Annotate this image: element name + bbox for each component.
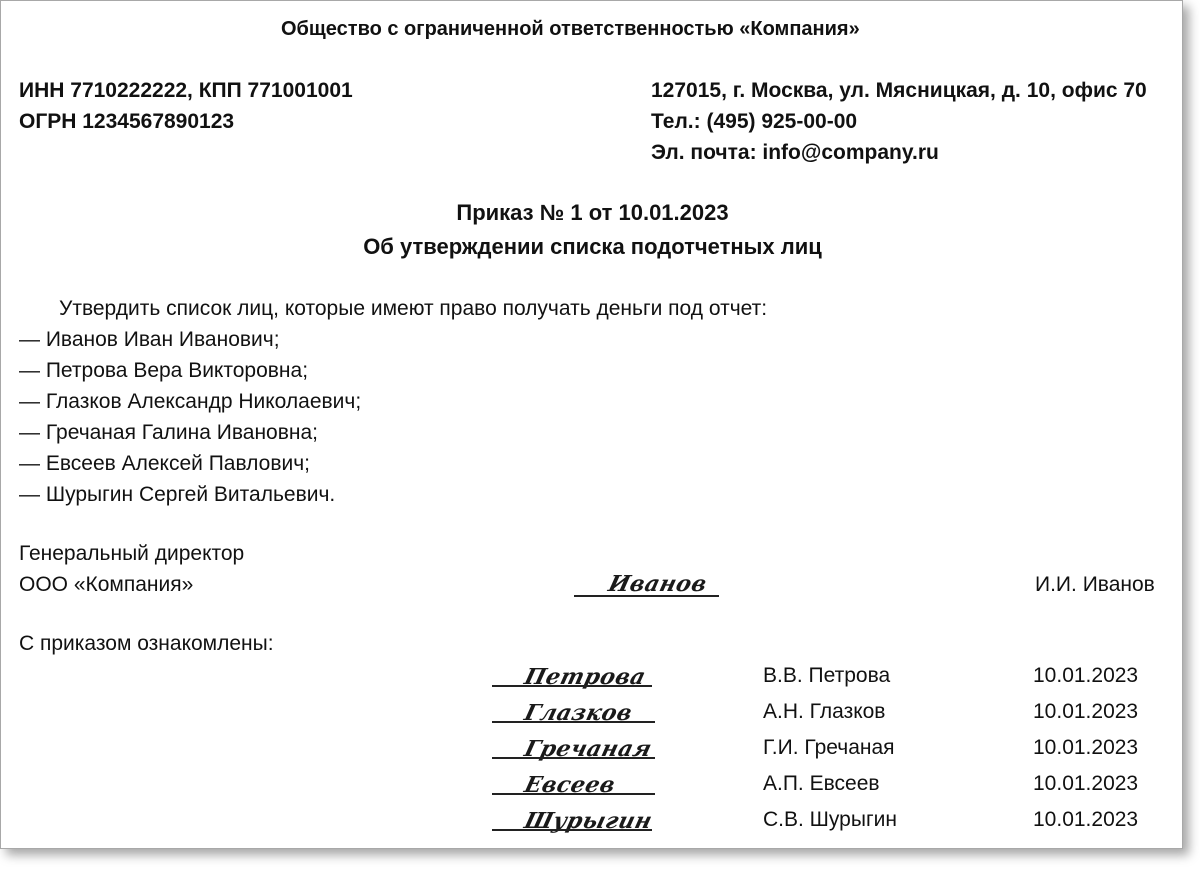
person-list-item: — Гречаная Галина Ивановна;	[19, 421, 318, 444]
ack-name: С.В. Шурыгин	[763, 808, 897, 831]
ack-date: 10.01.2023	[1033, 772, 1139, 795]
ack-name: А.П. Евсеев	[763, 772, 880, 795]
company-phone: Тел.: (495) 925-00-00	[651, 110, 858, 133]
ack-signature: Гречаная	[521, 736, 655, 762]
person-list-item: — Евсеев Алексей Павлович;	[19, 452, 310, 475]
order-subject: Об утверждении списка подотчетных лиц	[363, 234, 822, 259]
ack-signature-line	[492, 793, 655, 795]
person-list-item: — Шурыгин Сергей Витальевич.	[19, 483, 336, 506]
ogrn: ОГРН 1234567890123	[19, 110, 235, 133]
order-intro: Утвердить список лиц, которые имеют право получать деньги под отчет:	[59, 297, 768, 320]
ack-name: Г.И. Гречаная	[763, 736, 895, 759]
ack-name: А.Н. Глазков	[763, 700, 886, 723]
ack-signature-line	[492, 721, 655, 723]
ack-date: 10.01.2023	[1033, 736, 1139, 759]
director-position: Генеральный директор	[19, 542, 245, 565]
director-signature: Иванов	[605, 571, 710, 597]
director-signature-line	[574, 595, 719, 597]
acknowledged-label: С приказом ознакомлены:	[19, 632, 274, 655]
ack-date: 10.01.2023	[1033, 808, 1139, 831]
ack-date: 10.01.2023	[1033, 700, 1139, 723]
ack-date: 10.01.2023	[1033, 664, 1139, 687]
inn-kpp: ИНН 7710222222, КПП 771001001	[19, 79, 353, 102]
director-name: И.И. Иванов	[1035, 573, 1155, 596]
ack-signature: Глазков	[521, 700, 636, 726]
ack-signature-line	[492, 829, 652, 831]
ack-name: В.В. Петрова	[763, 664, 891, 687]
person-list-item: — Глазков Александр Николаевич;	[19, 390, 362, 413]
ack-signature: Шурыгин	[521, 808, 655, 834]
director-company: ООО «Компания»	[19, 573, 194, 596]
company-full-name: Общество с ограниченной ответственностью «Компания»	[281, 18, 860, 40]
person-list-item: — Иванов Иван Иванович;	[19, 328, 280, 351]
ack-signature-line	[492, 757, 655, 759]
person-list-item: — Петрова Вера Викторовна;	[19, 359, 309, 382]
company-address: 127015, г. Москва, ул. Мясницкая, д. 10, офис 70	[651, 79, 1147, 102]
order-title: Приказ № 1 от 10.01.2023	[456, 200, 729, 225]
ack-signature: Петрова	[521, 664, 649, 690]
ack-signature: Евсеев	[521, 772, 619, 798]
ack-signature-line	[492, 685, 652, 687]
company-email: Эл. почта: info@company.ru	[651, 141, 939, 164]
